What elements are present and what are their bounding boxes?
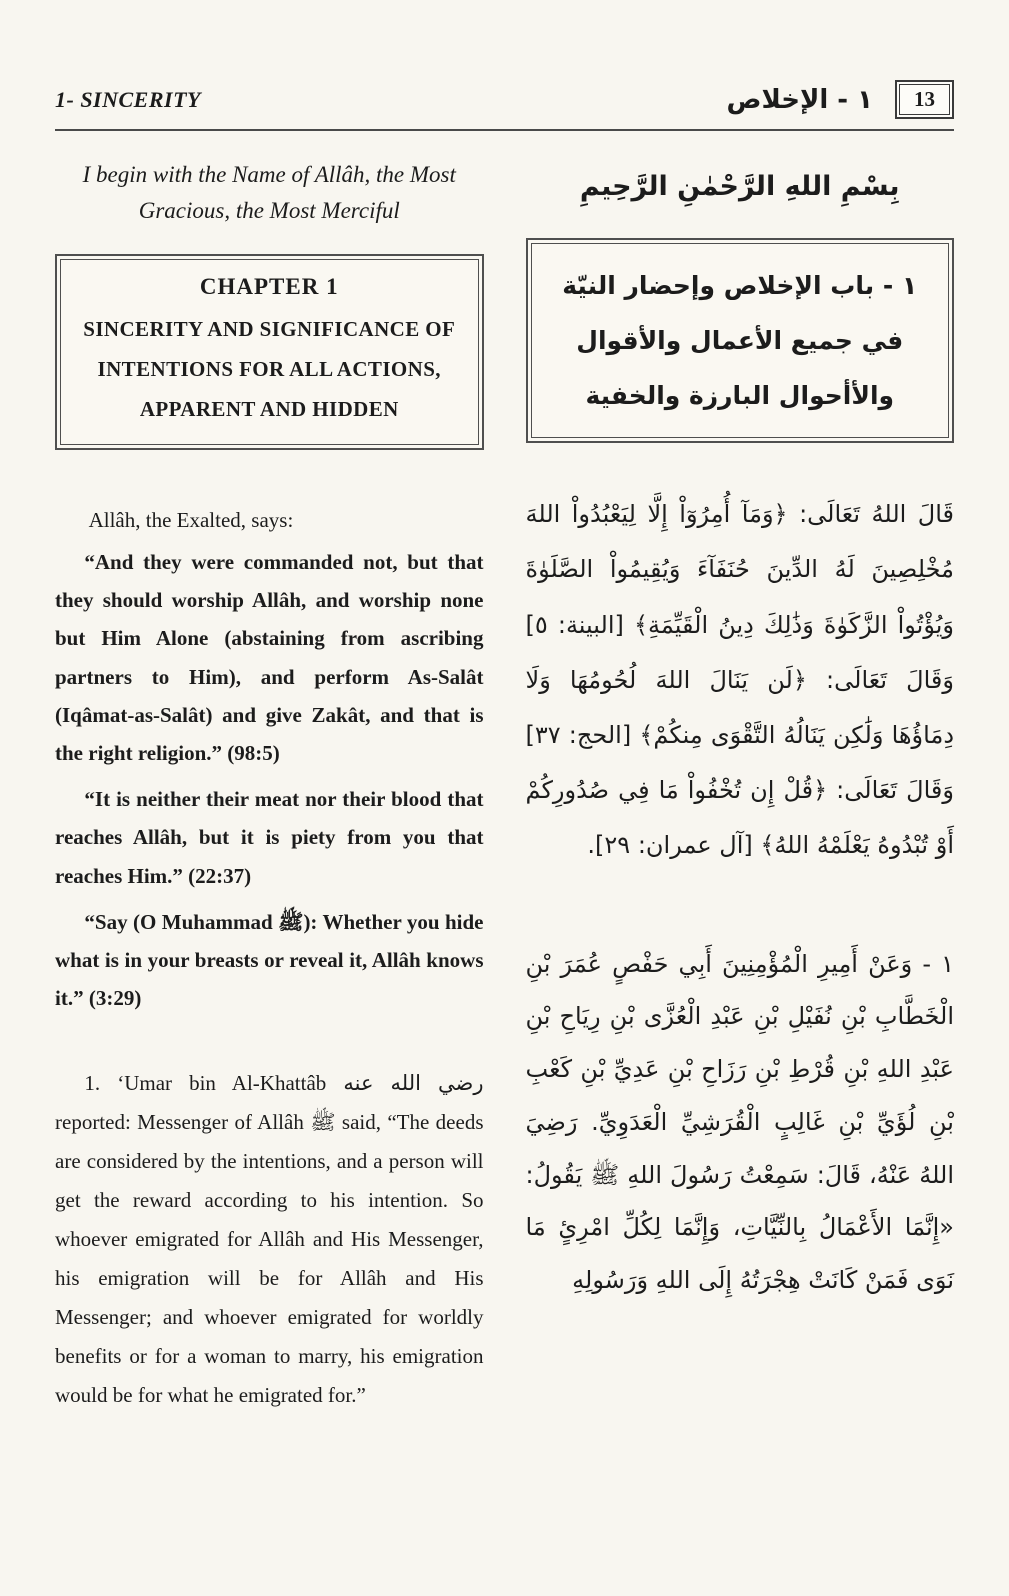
arabic-column <box>526 157 955 1415</box>
page-number-box <box>895 80 954 119</box>
chapter-box-arabic-inner <box>531 243 950 438</box>
chapter-box-english <box>55 254 484 450</box>
two-column-layout <box>55 157 954 1415</box>
page-header <box>55 80 954 119</box>
chapter-box-arabic <box>526 238 955 443</box>
chapter-running-title-arabic: ١ - الإخلاص <box>726 84 873 115</box>
header-right-group <box>727 80 955 119</box>
quran-quote-english-2: “It is neither their meat nor their blood that reaches Allâh, but it is piety from you that reaches Him.” (22:37) <box>55 787 484 888</box>
hadith-text-english: 1. ‘Umar bin Al-Khattâb رضي الله عنه reported: Messenger of Allâh ﷺ said, “The deeds are considered by the intentions, and a person will get the reward according to his intention. So whoever emigrated for Allâh and His Messenger, his emigration will be for Allâh and His Messenger; and whoever emigrated for worldly benefits or for a woman to marry, his emigration would be for what he emigrated for.” <box>55 1070 484 1407</box>
chapter-number-english: CHAPTER 1 <box>199 274 339 300</box>
page-number: 13 <box>899 84 950 115</box>
quran-quote-english-3: “Say (O Muhammad ﷺ): Whether you hide what is in your breasts or reveal it, Allâh knows it.” (3:29) <box>55 909 484 1011</box>
basmala-english: I begin with the Name of Allâh, the Most Gracious, the Most Merciful <box>82 162 456 223</box>
quran-verses-arabic: قَالَ اللهُ تَعَالَى: ﴿وَمَآ أُمِرُوٓاْ إِلَّا لِيَعْبُدُواْ اللهَ مُخْلِصِينَ لَهُ الدِّينَ حُنَفَآءَ وَيُقِيمُواْ الصَّلَوٰةَ وَيُؤْتُواْ الزَّكَوٰةَ وَذَٰلِكَ دِينُ الْقَيِّمَةِ﴾ [البينة: ٥] وَقَالَ تَعَالَى: ﴿لَن يَنَالَ اللهَ لُحُومُهَا وَلَا دِمَاؤُهَا وَلَٰكِن يَنَالُهُ التَّقْوَى مِنكُمْ﴾ [الحج: ٣٧] وَقَالَ تَعَالَى: ﴿قُلْ إِن تُخْفُواْ مَا فِي صُدُورِكُمْ أَوْ تُبْدُوهُ يَعْلَمْهُ اللهُ﴾ [آل عمران: ٢٩]. <box>525 500 954 860</box>
quran-quote-english-1: “And they were commanded not, but that they should worship Allâh, and worship none but Him Alone (abstaining from ascribing partners to Him), and perform As-Salât (Iqâmat-as-Salât) and give Zakât, and that is the right religion.” (98:5) <box>55 549 484 766</box>
hadith-text-arabic: ١ - وَعَنْ أَمِيرِ الْمُؤْمِنِينَ أَبِي حَفْصٍ عُمَرَ بْنِ الْخَطَّابِ بْنِ نُفَيْلِ بْنِ عَبْدِ الْعُزَّى بْنِ رِيَاحِ بْنِ عَبْدِ اللهِ بْنِ قُرْطِ بْنِ رَزَاحِ بْنِ عَدِيِّ بْنِ كَعْبِ بْنِ لُؤَيِّ بْنِ غَالِبٍ الْقُرَشِيِّ الْعَدَوِيِّ. رَضِيَ اللهُ عَنْهُ، قَالَ: سَمِعْتُ رَسُولَ اللهِ ﷺ يَقُولُ: «إِنَّمَا الأَعْمَالُ بِالنِّيَّاتِ، وَإِنَّمَا لِكُلِّ امْرِئٍ مَا نَوَى فَمَنْ كَانَتْ هِجْرَتُهُ إِلَى اللهِ وَرَسُولِهِ <box>525 949 954 1295</box>
quran-intro-english: Allâh, the Exalted, says: <box>88 507 294 532</box>
english-body <box>55 508 484 1415</box>
basmala-arabic: بِسْمِ اللهِ الرَّحْمٰنِ الرَّحِيمِ <box>579 171 900 202</box>
chapter-title-arabic: ١ - باب الإخلاص وإحضار النيّة في جميع الأعمال والأقوال والأأحوال البارزة والخفية <box>562 271 918 411</box>
english-column <box>55 157 484 1415</box>
chapter-box-english-inner <box>60 259 479 445</box>
header-divider <box>55 129 954 131</box>
arabic-body <box>526 487 955 1307</box>
chapter-title-english: SINCERITY AND SIGNIFICANCE OF INTENTIONS FOR ALL ACTIONS, APPARENT AND HIDDEN <box>83 317 456 422</box>
chapter-running-title-english: 1- SINCERITY <box>55 86 201 112</box>
